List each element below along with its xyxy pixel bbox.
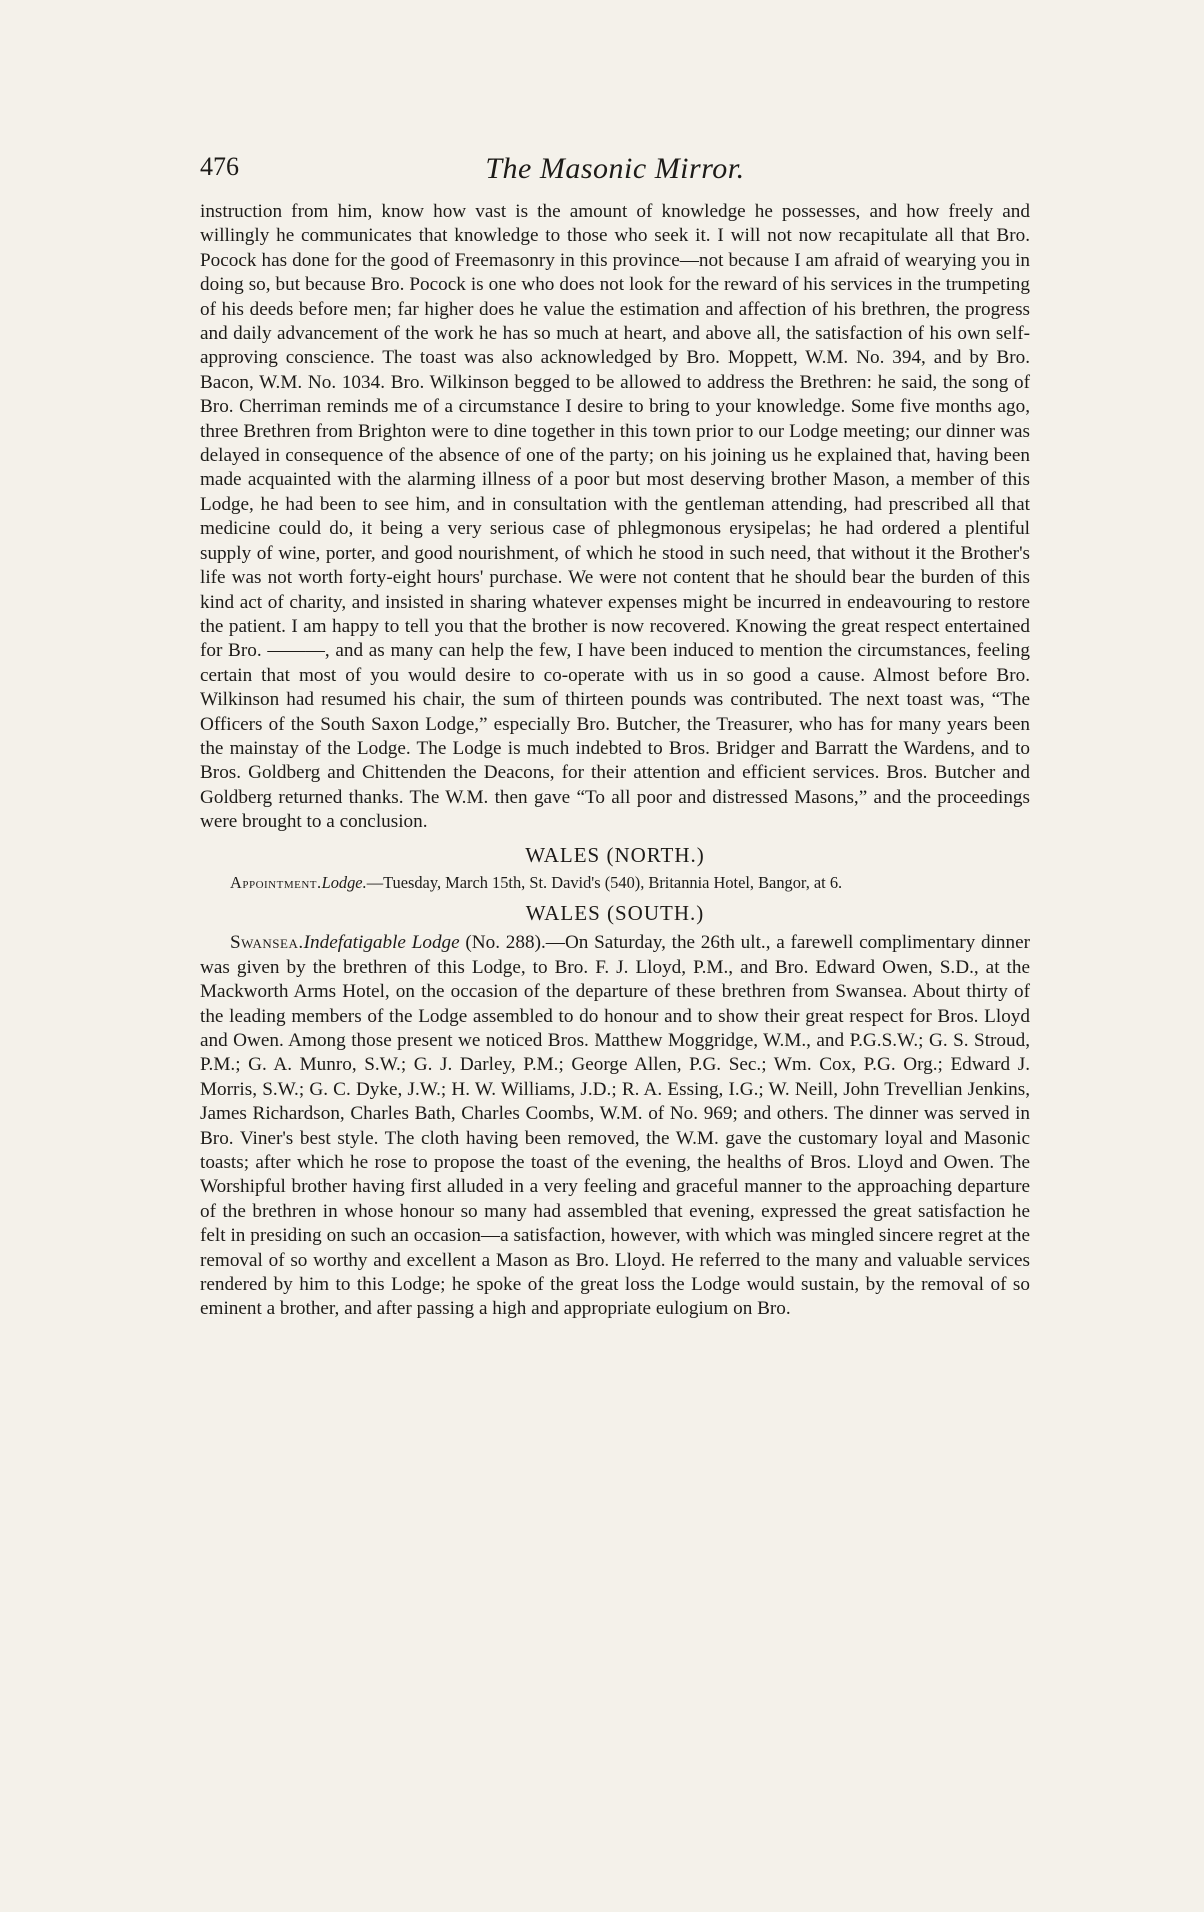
running-title: The Masonic Mirror. <box>485 152 745 185</box>
appointment-text: —Tuesday, March 15th, St. David's (540), Britannia Hotel, Bangor, at 6. <box>366 872 843 892</box>
appointment-lodge-label: Lodge. <box>321 872 367 892</box>
page-number: 476 <box>200 152 239 181</box>
continuation-paragraph: instruction from him, know how vast is the amount of knowledge he possesses, and how freely and willingly he communicates that knowledge to those who seek it. I will not now recapitulate all that Bro. Pocock has done for the good of Freemasonry in this province—not because I am afraid of wearying you in doing so, but because Bro. Pocock is one who does not look for the reward of his services in the trumpeting of his deeds before men; far higher does he value the estimation and affection of his brethren, the progress and daily advancement of the work he has so much at heart, and above all, the satisfaction of his own self-approving conscience. The toast was also acknowledged by Bro. Moppett, W.M. No. 394, and by Bro. Bacon, W.M. No. 1034. Bro. Wilkinson begged to be allowed to address the Brethren: he said, the song of Bro. Cherriman reminds me of a circumstance I desire to bring to your knowledge. Some five months ago, three Brethren from Brighton were to dine together in this town prior to our Lodge meeting; our dinner was delayed in consequence of the absence of one of the party; on his joining us he explained that, having been made acquainted with the alarming illness of a poor but most deserving brother Mason, a member of this Lodge, he had been to see him, and in consultation with the gentleman attending, had prescribed all that medicine could do, it being a very serious case of phlegmonous erysipelas; he had ordered a plentiful supply of wine, porter, and good nourishment, of which he stood in such need, that without it the Brother's life was not worth forty-eight hours' purchase. We were not content that he should bear the burden of this kind act of charity, and insisted in sharing whatever expenses might be incurred in endeavouring to restore the patient. I am happy to tell you that the brother is now recovered. Knowing the great respect entertained for Bro. ———, and as many can help the few, I have been induced to mention the circumstances, feeling certain that most of you would desire to co-operate with us in so good a cause. Almost before Bro. Wilkinson had resumed his chair, the sum of thirteen pounds was contributed. The next toast was, “The Officers of the South Saxon Lodge,” especially Bro. Butcher, the Treasurer, who has for many years been the mainstay of the Lodge. The Lodge is much indebted to Bros. Bridger and Barratt the Wardens, and to Bros. Goldberg and Chittenden the Deacons, for their attention and efficient services. Bros. Butcher and Goldberg returned thanks. The W.M. then gave “To all poor and distressed Masons,” and the proceedings were brought to a conclusion. <box>200 201 1030 833</box>
page-header <box>200 152 1030 192</box>
section-heading-wales-south: WALES (SOUTH.) <box>525 900 705 925</box>
swansea-text: (No. 288).—On Saturday, the 26th ult., a farewell complimentary dinner was given by the brethren of this Lodge, to Bro. F. J. Lloyd, P.M., and Bro. Edward Owen, S.D., at the Mackworth Arms Hotel, on the occasion of the departure of these brethren from Swansea. About thirty of the leading members of the Lodge assembled to do honour and to show their great respect for Bros. Lloyd and Owen. Among those present we noticed Bros. Matthew Moggridge, W.M., and P.G.S.W.; G. S. Stroud, P.M.; G. A. Munro, S.W.; G. J. Darley, P.M.; George Allen, P.G. Sec.; Wm. Cox, P.G. Org.; Edward J. Morris, S.W.; G. C. Dyke, J.W.; H. W. Williams, J.D.; R. A. Essing, I.G.; W. Neill, John Trevellian Jenkins, James Richardson, Charles Bath, Charles Coombs, W.M. of No. 969; and others. The dinner was served in Bro. Viner's best style. The cloth having been removed, the W.M. gave the customary loyal and Masonic toasts; after which he rose to propose the toast of the evening, the healths of Bros. Lloyd and Owen. The Worshipful brother having first alluded in a very feeling and graceful manner to the approaching departure of the brethren in whose honour so many had assembled that evening, expressed the great satisfaction he felt in presiding on such an occasion—a satisfaction, however, with which was mingled sincere regret at the removal of so worthy and excellent a Mason as Bro. Lloyd. He referred to the many and valuable services rendered by him to this Lodge; he spoke of the great loss the Lodge would sustain, by the removal of so eminent a brother, and after passing a high and appropriate eulogium on Bro. <box>200 932 1031 1320</box>
article-body <box>200 200 1030 1322</box>
swansea-paragraph <box>200 931 1030 1322</box>
appointment-notice <box>200 873 1030 893</box>
appointment-label: Appointment. <box>230 872 322 892</box>
place-name: Swansea. <box>230 932 304 954</box>
lodge-name: Indefatigable Lodge <box>303 932 460 954</box>
section-heading-wales-north: WALES (NORTH.) <box>525 842 705 867</box>
